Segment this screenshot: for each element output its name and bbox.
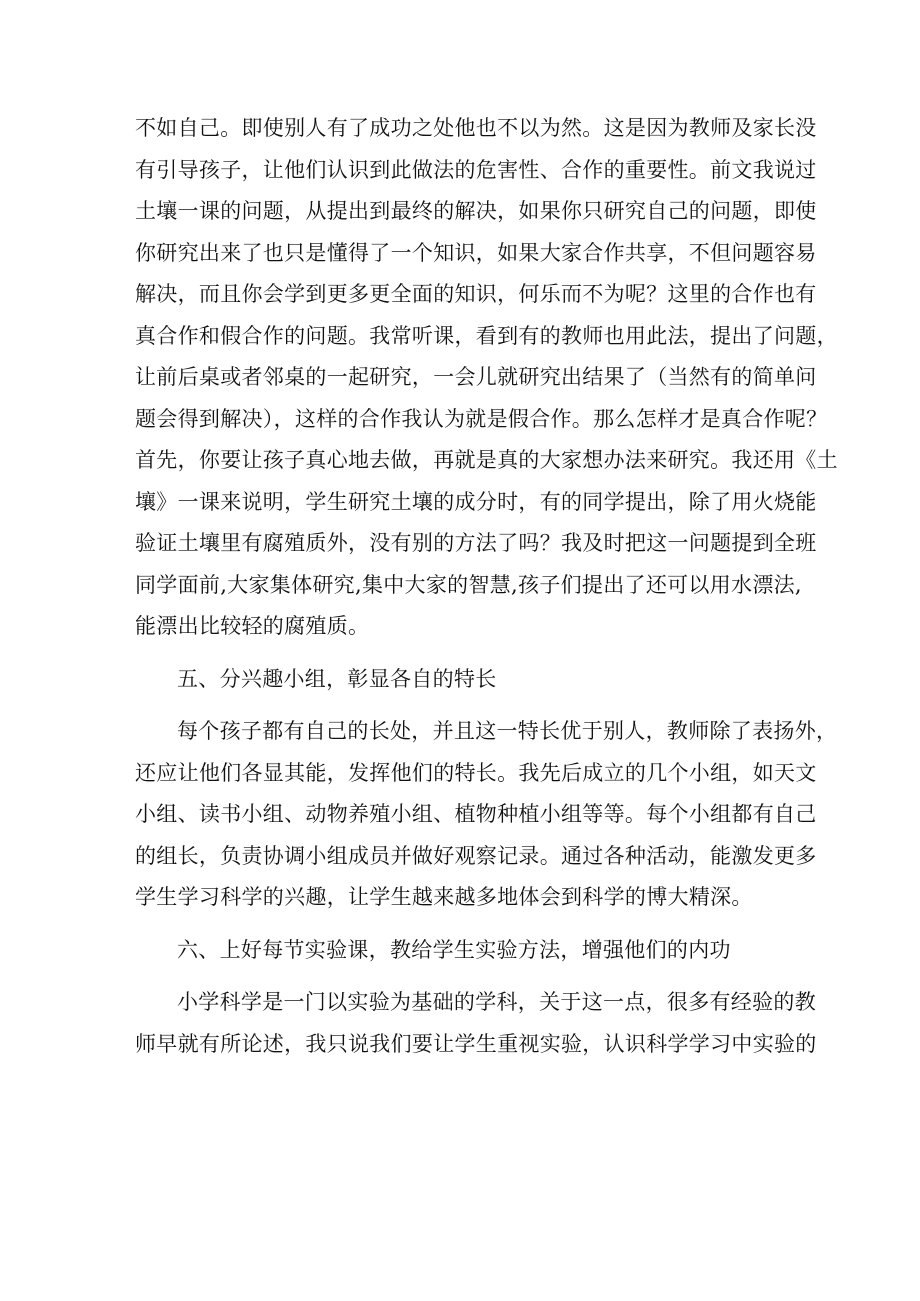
text-line: 首先，你要让孩子真心地去做，再就是真的大家想办法来研究。我还用《土 (135, 448, 838, 472)
text-line: 每个孩子都有自己的长处，并且这一特长优于别人，教师除了表扬外， (177, 719, 838, 743)
text-line: 壤》一课来说明，学生研究土壤的成分时，有的同学提出，除了用火烧能 (135, 489, 817, 514)
section-heading-6 (135, 930, 795, 972)
text-line: 同学面前,大家集体研究,集中大家的智慧,孩子们提出了还可以用水漂法, (135, 572, 802, 597)
text-line: 还应让他们各显其能，发挥他们的特长。我先后成立的几个小组，如天文 (135, 760, 817, 785)
heading-text: 六、上好每节实验课，教给学生实验方法，增强他们的内功 (177, 937, 731, 962)
text-line: 有引导孩子，让他们认识到此做法的危害性、合作的重要性。前文我说过 (135, 157, 817, 182)
paragraph-spacer (135, 700, 795, 711)
text-line: 真合作和假合作的问题。我常听课，看到有的教师也用此法，提出了问题， (135, 323, 838, 348)
text-line: 学生学习科学的兴趣，让学生越来越多地体会到科学的博大精深。 (135, 885, 753, 909)
text-line: 解决，而且你会学到更多更全面的知识，何乐而不为呢？这里的合作也有 (135, 282, 817, 306)
text-line: 让前后桌或者邻桌的一起研究，一会儿就研究出结果了（当然有的简单问 (135, 365, 817, 389)
text-line: 不如自己。即使别人有了成功之处他也不以为然。这是因为教师及家长没 (135, 116, 817, 140)
text-line: 你研究出来了也只是懂得了一个知识，如果大家合作共享，不但问题容易 (135, 240, 817, 265)
paragraph-spacer (135, 971, 795, 982)
text-line: 的组长，负责协调小组成员并做好观察记录。通过各种活动，能激发更多 (135, 843, 817, 868)
text-line: 土壤一课的问题，从提出到最终的解决，如果你只研究自己的问题，即使 (135, 199, 817, 223)
paragraph-spacer (135, 919, 795, 930)
text-line: 验证土壤里有腐殖质外，没有别的方法了吗？我及时把这一问题提到全班 (135, 531, 817, 555)
paragraph-experiments (135, 982, 817, 1065)
text-line: 能漂出比较轻的腐殖质。 (135, 614, 370, 638)
text-line: 小学科学是一门以实验为基础的学科，关于这一点，很多有经验的教 (177, 990, 816, 1014)
section-heading-5 (135, 659, 795, 701)
paragraph-interest-groups (135, 711, 838, 919)
paragraph-spacer (135, 648, 795, 659)
paragraph-cooperation (135, 108, 838, 648)
text-line: 小组、读书小组、动物养殖小组、植物种植小组等等。每个小组都有自己 (135, 802, 817, 826)
heading-text: 五、分兴趣小组，彰显各自的特长 (177, 666, 497, 691)
document-body (135, 108, 838, 1065)
text-line: 师早就有所论述，我只说我们要让学生重视实验，认识科学学习中实验的 (135, 1031, 817, 1056)
text-line: 题会得到解决），这样的合作我认为就是假合作。那么怎样才是真合作呢？ (135, 406, 828, 431)
